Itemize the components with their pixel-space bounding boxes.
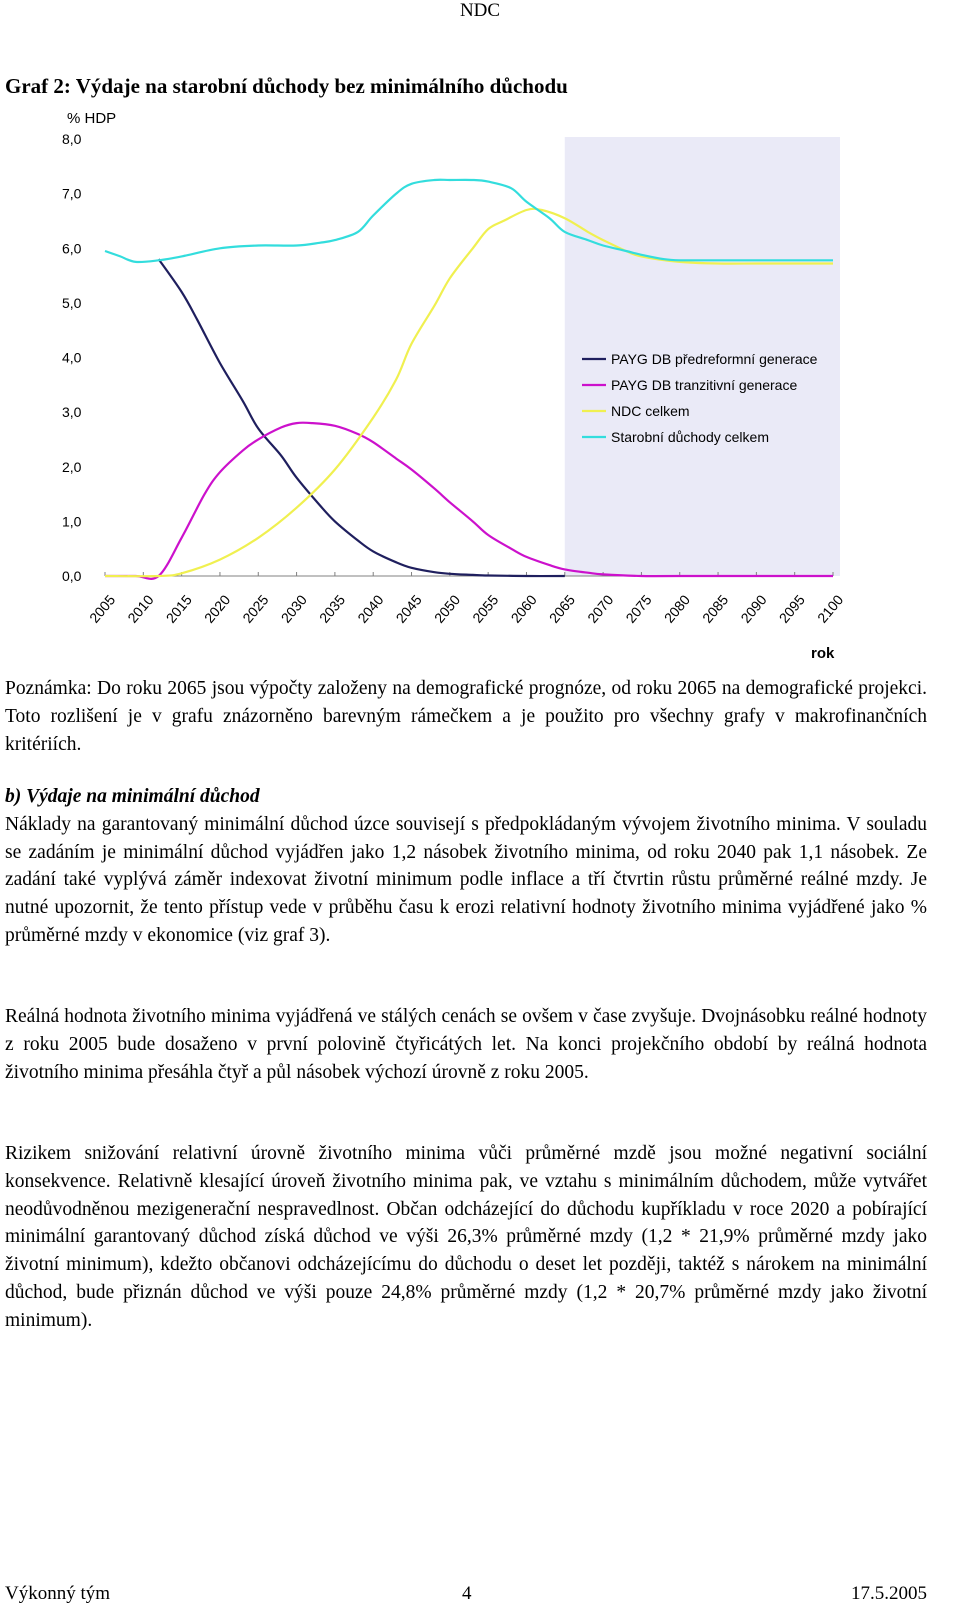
- x-tick-label: 2080: [660, 591, 694, 626]
- y-axis-label: % HDP: [67, 110, 117, 127]
- x-tick-label: 2040: [354, 591, 387, 626]
- pension-expenditure-chart: [0, 100, 960, 680]
- section-b-paragraph: Náklady na garantovaný minimální důchod úzce souvisejí s předpokládaným vývojem životního minima. V souladu se zadáním je minimální důchod vyjádřen jako 1,2 násobek životního minima, od roku 2040 pak 1,1 násobek. Ze zadání také vyplývá záměr indexovat životní minimum podle inflace a tří čtvrtin růstu průměrné reálné mzdy. Je nutné upozornit, že tento přístup vede v průběhu času k erozi relativní hodnoty životního minima vyjádřené jako % průměrné mzdy v ekonomice (viz graf 3).: [5, 813, 927, 946]
- x-tick-label: 2015: [162, 591, 195, 626]
- page-number: 4: [462, 1583, 472, 1604]
- y-tick-label: 6,0: [62, 240, 82, 257]
- y-tick-label: 4,0: [62, 349, 82, 366]
- footer-left: Výkonný tým: [5, 1583, 111, 1604]
- x-tick-label: 2070: [584, 591, 617, 626]
- x-tick-label: 2095: [775, 591, 808, 626]
- legend-label: NDC celkem: [611, 403, 690, 419]
- x-tick-label: 2055: [469, 591, 502, 626]
- page-header: NDC: [459, 0, 501, 21]
- y-tick-label: 5,0: [62, 294, 82, 311]
- x-tick-label: 2035: [315, 591, 349, 626]
- x-tick-label: 2025: [239, 591, 272, 626]
- y-tick-label: 3,0: [62, 404, 82, 421]
- x-tick-label: 2020: [200, 591, 234, 626]
- x-axis: [86, 572, 846, 626]
- note-paragraph: Poznámka: Do roku 2065 jsou výpočty založeny na demografické prognóze, od roku 2065 na demografické projekci. Toto rozlišení je v grafu znázorněno barevným rámečkem a je použito pro všechny grafy v makrofinančních kritériích.: [5, 678, 927, 755]
- section-b-heading: b) Výdaje na minimální důchod: [5, 786, 260, 807]
- real-value-section: [5, 1003, 927, 1086]
- x-tick-label: 2005: [86, 591, 119, 626]
- legend-label: PAYG DB předreformní generace: [611, 351, 818, 367]
- y-axis: [62, 131, 82, 584]
- legend-label: PAYG DB tranzitivní generace: [611, 377, 798, 393]
- x-tick-label: 2050: [430, 591, 464, 626]
- y-tick-label: 8,0: [62, 131, 82, 147]
- y-tick-label: 1,0: [62, 513, 82, 530]
- x-tick-label: 2085: [699, 591, 732, 626]
- figure-title: Graf 2: Výdaje na starobní důchody bez minimálního důchodu: [5, 74, 568, 98]
- legend-label: Starobní důchody celkem: [611, 429, 769, 445]
- y-tick-label: 7,0: [62, 185, 82, 202]
- y-tick-label: 2,0: [62, 458, 82, 475]
- section-b: [5, 783, 927, 950]
- page-footer: [5, 1583, 927, 1607]
- y-tick-label: 0,0: [62, 568, 82, 584]
- x-tick-label: 2090: [737, 591, 770, 626]
- x-tick-label: 2065: [545, 591, 579, 626]
- x-tick-label: 2045: [392, 591, 425, 626]
- x-axis-label: rok: [811, 645, 835, 662]
- risk-paragraph: Rizikem snižování relativní úrovně životního minima vůči průměrné mzdě jsou možné negativní sociální konsekvence. Relativně klesající úroveň životního minima pak, ve vztahu s minimálním důchodem, může vytvářet neodůvodněnou mezigenerační nespravedlnost. Občan odcházející do důchodu kupříkladu v roce 2020 a pobírající minimální garantovaný důchod získá důchod ve výši 26,3% průměrné mzdy (1,2 * 21,9% průměrné mzdy jako životní minimum), kdežto občanovi odcházejícímu do důchodu o deset let později, taktéž s nárokem na minimální důchod, bude přiznán důchod ve výši pouze 24,8% průměrné mzdy (1,2 * 20,7% průměrné mzdy jako životní minimum).: [5, 1143, 927, 1331]
- chart-note: [5, 675, 927, 758]
- x-tick-label: 2060: [507, 591, 540, 626]
- x-tick-label: 2030: [277, 591, 310, 626]
- x-tick-label: 2075: [622, 591, 655, 626]
- footer-date: 17.5.2005: [851, 1583, 927, 1604]
- series-line: [159, 259, 565, 576]
- real-value-paragraph: Reálná hodnota životního minima vyjádřená ve stálých cenách se ovšem v čase zvyšuje. Dvojnásobku reálné hodnoty z roku 2005 bude dosaženo v první polovině čtyřicátých let. Na konci projekčního období by reálná hodnota životního minima přesáhla čtyř a půl násobek výchozí úrovně z roku 2005.: [5, 1006, 927, 1083]
- x-tick-label: 2100: [814, 591, 847, 626]
- x-tick-label: 2010: [124, 591, 157, 626]
- risk-section: [5, 1140, 927, 1335]
